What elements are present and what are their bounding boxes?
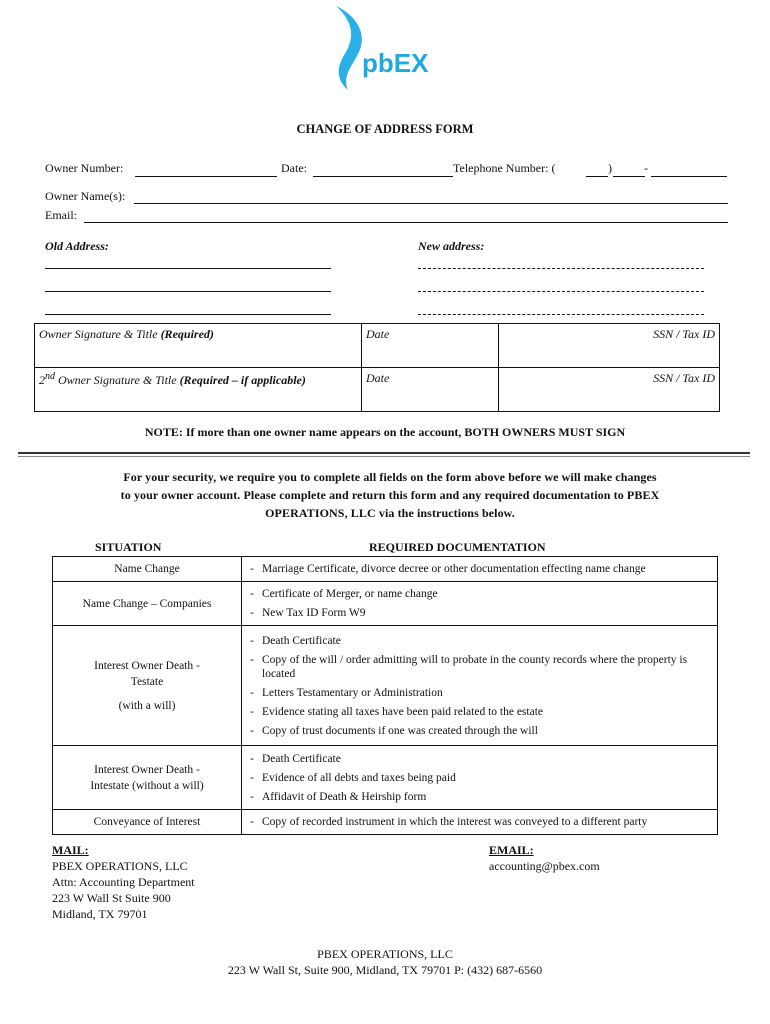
logo-text: pbEX [362, 48, 429, 78]
list-item: - Letters Testamentary or Administration [250, 686, 443, 699]
mail-line: Midland, TX 79701 [52, 907, 148, 921]
situation-text: Name Change – Companies [82, 597, 212, 610]
email-heading: EMAIL: [489, 843, 534, 857]
date-cell-label: Date [366, 371, 390, 385]
situation-text: Interest Owner Death - [94, 763, 200, 776]
email-label: Email: [45, 208, 77, 222]
requirement-text: Marriage Certificate, divorce decree or other documentation effecting name change [262, 563, 646, 575]
telephone-label: Telephone Number: ( [453, 161, 556, 175]
requirement-text: Death Certificate [262, 634, 341, 647]
requirement-text: Certificate of Merger, or name change [262, 588, 438, 600]
old-address-line-3[interactable] [45, 314, 331, 315]
list-item: - Copy of trust documents if one was created through the will [250, 724, 538, 737]
telephone-paren: ) [608, 161, 612, 175]
table-row [53, 557, 718, 582]
situation-text: Testate [130, 675, 164, 688]
situation-text: Interest Owner Death - [94, 659, 200, 672]
situation-text: Intestate (without a will) [90, 779, 204, 792]
documentation-table [52, 556, 718, 835]
ssn-cell-label: SSN / Tax ID [653, 371, 715, 385]
telephone-dash: - [644, 161, 648, 175]
field-row-1 [45, 161, 123, 176]
situation-cell [53, 582, 242, 626]
requirement-cell [242, 810, 718, 835]
security-line-1: For your security, we require you to complete all fields on the form above before we will make changes [123, 470, 657, 484]
new-address-label: New address: [418, 239, 485, 253]
requirement-text: Copy of the will / order admitting will to probate in the county records where the property is located [262, 653, 688, 680]
table-row [53, 626, 718, 746]
situation-cell [53, 810, 242, 835]
new-address-line-3[interactable] [418, 314, 704, 315]
list-item: - Copy of recorded instrument in which the interest was conveyed to a different party [250, 816, 648, 828]
situation-cell [53, 746, 242, 810]
mail-line: PBEX OPERATIONS, LLC [52, 859, 188, 873]
list-item: - Copy of the will / order admitting will to probate in the county records where the property is located [250, 653, 711, 681]
owner-signature-required: (Required) [160, 327, 214, 341]
ssn-cell-label: SSN / Tax ID [653, 327, 715, 341]
requirement-cell [242, 626, 718, 746]
requirement-cell [242, 582, 718, 626]
required-documentation-header: REQUIRED DOCUMENTATION [369, 540, 546, 554]
list-item: - New Tax ID Form W9 [250, 607, 366, 619]
date-cell-label: Date [366, 327, 390, 341]
requirement-text: New Tax ID Form W9 [262, 607, 366, 619]
signature-row-1 [35, 324, 720, 368]
divider-thick [18, 452, 750, 454]
email-address-link[interactable]: accounting@pbex.com [489, 859, 600, 873]
security-line-2: to your owner account. Please complete and return this form and any required documentation to PBEX [120, 488, 660, 502]
signature-table [34, 323, 720, 412]
mail-contact [52, 842, 195, 922]
owner-signature-cell[interactable] [35, 324, 362, 368]
list-item: - Death Certificate [250, 752, 341, 765]
date-cell-2[interactable] [362, 368, 499, 412]
logo-swoosh [336, 6, 362, 90]
owner-signature-label: Owner Signature & Title [39, 327, 161, 341]
old-address-label: Old Address: [45, 239, 109, 253]
requirement-text: Copy of recorded instrument in which the interest was conveyed to a different party [262, 816, 648, 828]
list-item: - Marriage Certificate, divorce decree or other documentation effecting name change [250, 563, 646, 575]
table-row [53, 582, 718, 626]
old-address-line-1[interactable] [45, 268, 331, 269]
requirement-text: Evidence of all debts and taxes being paid [262, 771, 456, 784]
second-owner-signature-required: (Required – if applicable) [179, 373, 306, 387]
requirement-text: Evidence stating all taxes have been paid related to the estate [262, 705, 543, 718]
owner-names-label: Owner Name(s): [45, 189, 126, 203]
requirement-cell [242, 557, 718, 582]
mail-heading: MAIL: [52, 843, 89, 857]
list-item: - Affidavit of Death & Heirship form [250, 790, 427, 803]
new-address-line-2[interactable] [418, 291, 704, 292]
list-item: - Certificate of Merger, or name change [250, 588, 438, 600]
second-owner-signature-cell[interactable] [35, 368, 362, 412]
requirement-text: Letters Testamentary or Administration [262, 686, 443, 699]
date-input[interactable] [313, 176, 453, 177]
table-row [53, 810, 718, 835]
email-input[interactable] [84, 222, 728, 223]
list-item: - Death Certificate [250, 634, 341, 647]
table-row [53, 746, 718, 810]
date-cell-1[interactable] [362, 324, 499, 368]
mail-line: Attn: Accounting Department [52, 875, 195, 889]
second-sup: nd [45, 371, 55, 382]
pbex-logo [328, 6, 448, 90]
list-item: - Evidence of all debts and taxes being paid [250, 771, 456, 784]
date-label: Date: [281, 161, 307, 175]
mail-line: 223 W Wall St Suite 900 [52, 891, 171, 905]
owner-number-input[interactable] [135, 176, 277, 177]
footer-company: PBEX OPERATIONS, LLC [317, 947, 453, 961]
divider-thin [18, 456, 750, 457]
security-notice [70, 468, 710, 522]
footer [0, 946, 770, 978]
footer-address: 223 W Wall St, Suite 900, Midland, TX 79701 P: (432) 687-6560 [227, 963, 543, 977]
owner-number-label: Owner Number: [45, 161, 124, 175]
situation-text: Name Change [114, 563, 180, 575]
telephone-area-input[interactable] [586, 176, 608, 177]
situation-cell [53, 557, 242, 582]
second-owner-signature-label: Owner Signature & Title [55, 373, 180, 387]
note-text: NOTE: If more than one owner name appears on the account, BOTH OWNERS MUST SIGN [144, 425, 626, 439]
requirement-text: Death Certificate [262, 752, 341, 765]
second-prefix: 2 [39, 373, 45, 387]
requirement-cell [242, 746, 718, 810]
requirement-text: Copy of trust documents if one was created through the will [262, 724, 538, 737]
form-title: CHANGE OF ADDRESS FORM [296, 122, 474, 136]
situation-cell [53, 626, 242, 746]
new-address-line-1[interactable] [418, 268, 704, 269]
telephone-line-input[interactable] [651, 176, 727, 177]
owner-names-input[interactable] [134, 203, 728, 204]
situation-text: Conveyance of Interest [93, 816, 201, 828]
ssn-cell-2[interactable] [499, 368, 720, 412]
telephone-prefix-input[interactable] [613, 176, 645, 177]
situation-text: (with a will) [118, 699, 176, 712]
security-line-3: OPERATIONS, LLC via the instructions below. [265, 506, 515, 520]
signature-row-2 [35, 368, 720, 412]
email-contact [489, 842, 600, 874]
old-address-line-2[interactable] [45, 291, 331, 292]
ssn-cell-1[interactable] [499, 324, 720, 368]
requirement-text: Affidavit of Death & Heirship form [262, 790, 427, 803]
situation-header: SITUATION [95, 540, 162, 554]
list-item: - Evidence stating all taxes have been paid related to the estate [250, 705, 543, 718]
